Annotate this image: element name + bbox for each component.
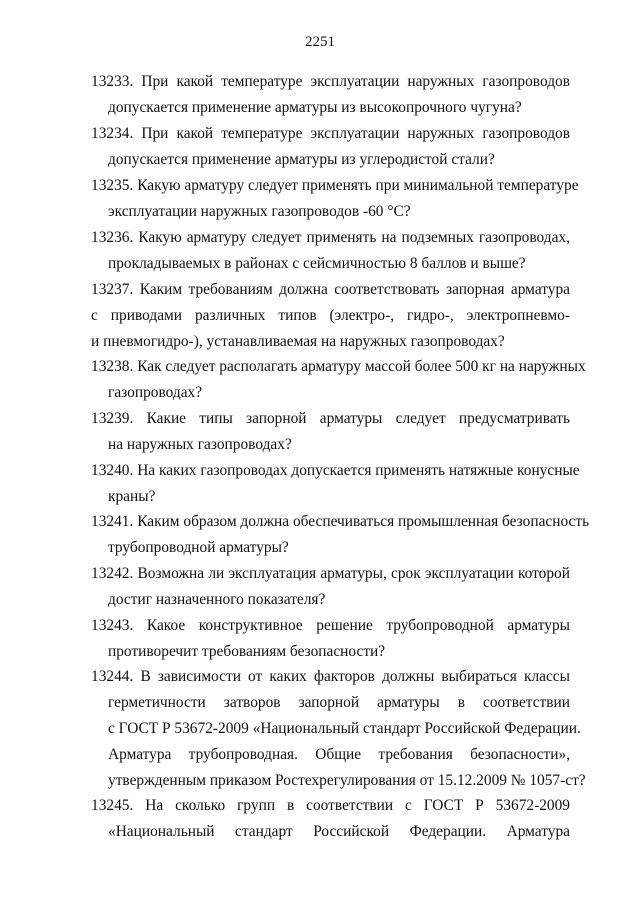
- question-text-line: с приводами различных типов (электро-, гидро-, электропневмо-: [91, 307, 570, 324]
- question-text-line: Арматура трубопроводная. Общие требования безопасности»,: [108, 746, 570, 763]
- question-first-line: [91, 793, 570, 819]
- question-number: 13238.: [91, 358, 134, 375]
- question-text-line: допускается применение арматуры из углеродистой стали?: [108, 151, 495, 168]
- question-first-line: [91, 354, 586, 380]
- question-item: [91, 225, 570, 277]
- question-text-line: трубопроводной арматуры?: [108, 539, 289, 556]
- question-item: [91, 793, 570, 845]
- question-item: [91, 406, 570, 458]
- question-item: [91, 458, 580, 510]
- question-number: 13241.: [91, 513, 134, 530]
- question-text: На сколько групп в соответствии с ГОСТ Р 53672-2009: [145, 797, 570, 814]
- question-text-line: газопроводах?: [108, 384, 203, 401]
- question-text-line: эксплуатации наружных газопроводов -60 °С?: [108, 203, 411, 220]
- question-first-line: [91, 509, 590, 535]
- question-text: Возможна ли эксплуатация арматуры, срок эксплуатации которой: [137, 565, 570, 582]
- question-item: [91, 509, 590, 561]
- question-first-line: [91, 613, 570, 639]
- question-text-line: и пневмогидро-), устанавливаемая на наружных газопроводах?: [91, 333, 505, 350]
- question-text: Какие типы запорной арматуры следует предусматривать: [146, 410, 570, 427]
- question-number: 13237.: [91, 281, 134, 298]
- question-first-line: [91, 561, 570, 587]
- question-text: Как следует располагать арматуру массой более 500 кг на наружных: [137, 358, 586, 375]
- question-text: Какое конструктивное решение трубопроводной арматуры: [146, 617, 570, 634]
- question-number: 13233.: [91, 73, 134, 90]
- question-text-line: утвержденным приказом Ростехрегулирования от 15.12.2009 № 1057-ст?: [108, 772, 586, 789]
- question-number: 13239.: [91, 410, 134, 427]
- question-first-line: [91, 69, 570, 95]
- question-text-line: допускается применение арматуры из высокопрочного чугуна?: [108, 99, 522, 116]
- question-text: При какой температуре эксплуатации наружных газопроводов: [141, 125, 570, 142]
- question-number: 13234.: [91, 125, 134, 142]
- question-text: Какую арматуру следует применять при минимальной температуре: [137, 177, 579, 194]
- question-number: 13235.: [91, 177, 134, 194]
- question-text: При какой температуре эксплуатации наружных газопроводов: [141, 73, 570, 90]
- question-text-line: на наружных газопроводах?: [108, 436, 292, 453]
- question-first-line: [91, 458, 580, 484]
- question-text-line: герметичности затворов запорной арматуры в соответствии: [108, 694, 570, 711]
- question-text-line: с ГОСТ Р 53672-2009 «Национальный стандарт Российской Федерации.: [108, 720, 581, 737]
- question-first-line: [91, 173, 579, 199]
- question-number: 13245.: [91, 797, 134, 814]
- question-item: [91, 69, 570, 121]
- question-number: 13240.: [91, 462, 134, 479]
- question-item: [91, 561, 570, 613]
- question-text: Каким требованиям должна соответствовать запорная арматура: [139, 281, 570, 298]
- question-item: [91, 173, 579, 225]
- question-text: Каким образом должна обеспечиваться промышленная безопасность: [137, 513, 590, 530]
- question-first-line: [91, 406, 570, 432]
- question-number: 13244.: [91, 668, 134, 685]
- question-number: 13236.: [91, 229, 134, 246]
- question-item: [91, 354, 586, 406]
- question-item: [91, 121, 570, 173]
- question-text-line: прокладываемых в районах с сейсмичностью 8 баллов и выше?: [108, 255, 526, 272]
- question-item: [91, 613, 570, 665]
- page-number: 2251: [305, 34, 335, 50]
- question-item: [91, 277, 570, 355]
- question-item: [91, 664, 586, 794]
- question-number: 13242.: [91, 565, 134, 582]
- question-first-line: [91, 277, 570, 303]
- question-first-line: [91, 664, 570, 690]
- question-text-line: краны?: [108, 488, 156, 505]
- question-text-line: достиг назначенного показателя?: [108, 591, 326, 608]
- question-text: В зависимости от каких факторов должны выбираться классы: [140, 668, 570, 685]
- question-text: Какую арматуру следует применять на подземных газопроводах,: [138, 229, 570, 246]
- question-text-line: «Национальный стандарт Российской Федерации. Арматура: [108, 823, 570, 840]
- question-text: На каких газопроводах допускается применять натяжные конусные: [137, 462, 580, 479]
- question-first-line: [91, 225, 570, 251]
- question-text-line: противоречит требованиям безопасности?: [108, 643, 386, 660]
- question-first-line: [91, 121, 570, 147]
- question-number: 13243.: [91, 617, 134, 634]
